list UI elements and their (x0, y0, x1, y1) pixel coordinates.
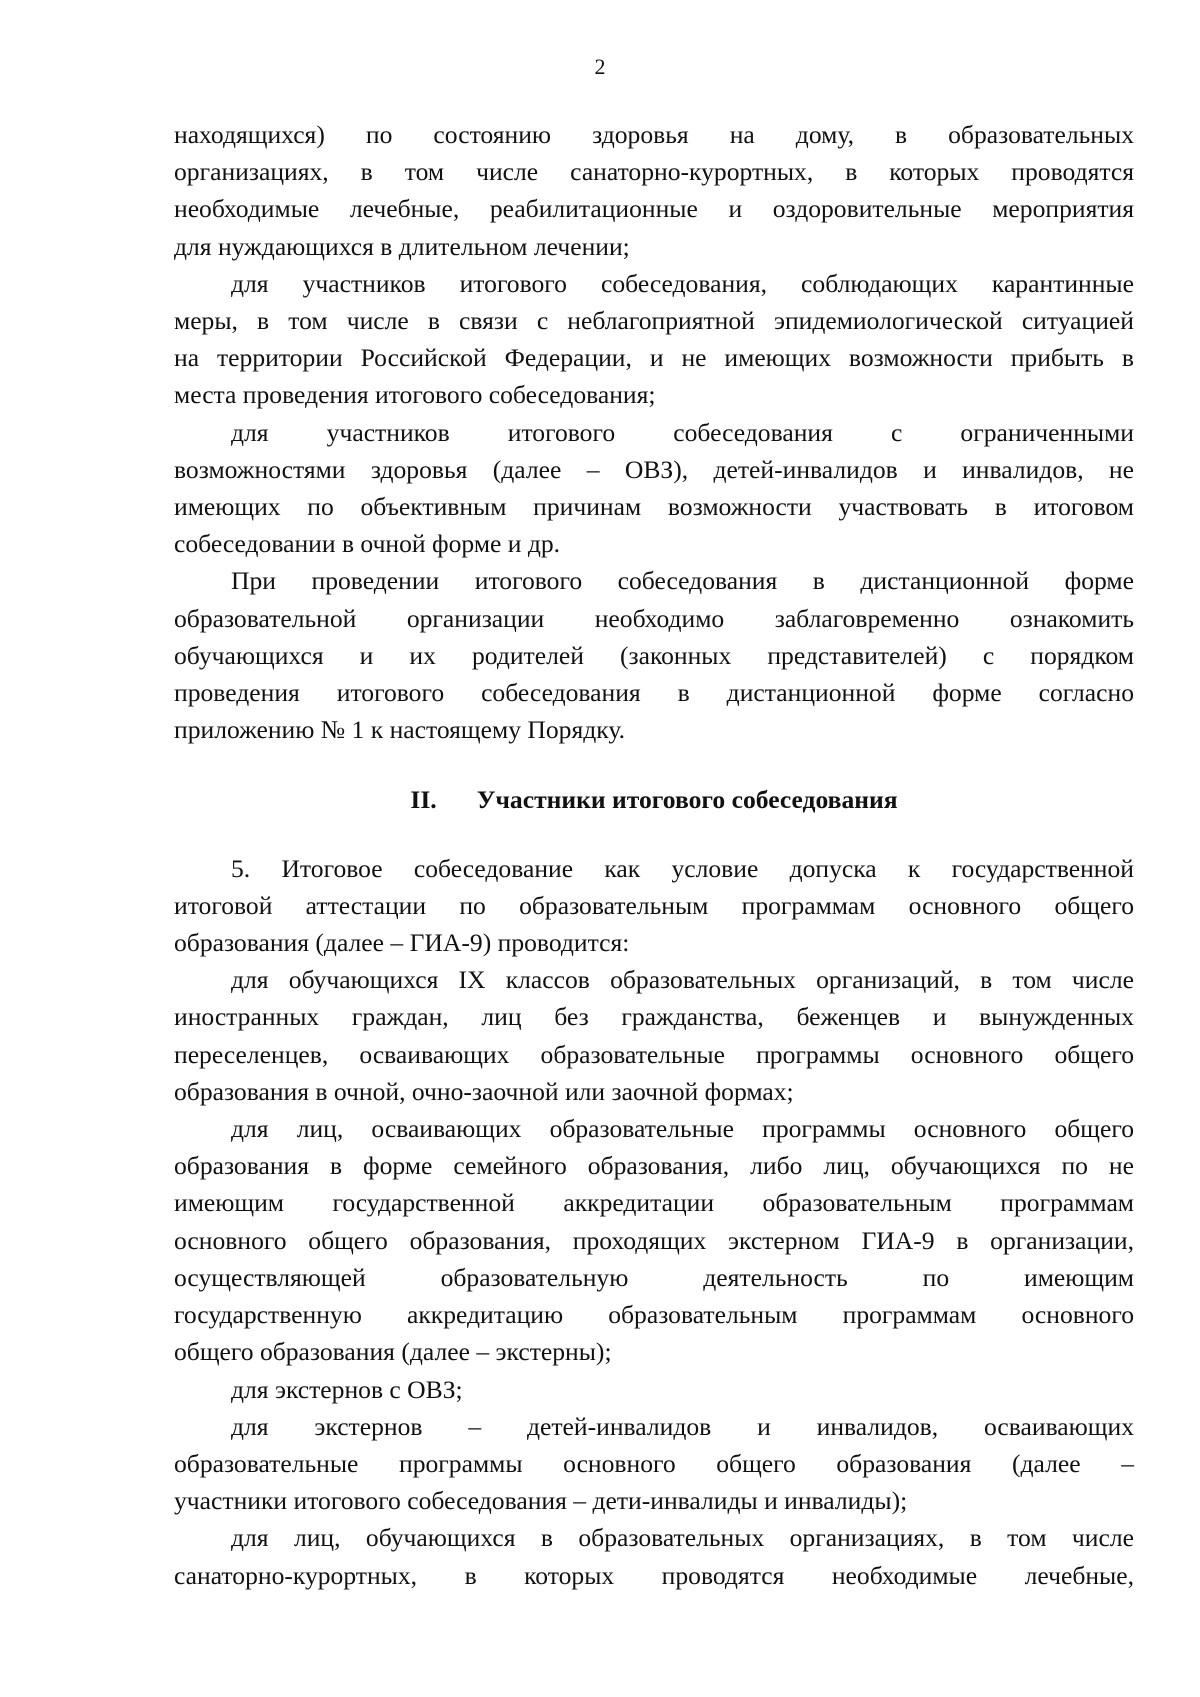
text-line: переселенцев, осваивающих образовательные программы основного общего (174, 1039, 1134, 1069)
text-line: на территории Российской Федерации, и не имеющих возможности прибыть в (174, 343, 1134, 373)
text-line: 5. Итоговое собеседование как условие допуска к государственной (231, 853, 1134, 883)
text-line: для участников итогового собеседования, соблюдающих карантинные (231, 268, 1134, 298)
text-line: места проведения итогового собеседования; (174, 380, 656, 410)
text-line: образовательной организации необходимо заблаговременно ознакомить (174, 603, 1134, 633)
section-after-heading (174, 850, 1134, 1594)
text-line: санаторно-курортных, в которых проводятся необходимые лечебные, (174, 1560, 1134, 1590)
section-heading (174, 781, 1134, 818)
text-line: для нуждающихся в длительном лечении; (174, 231, 630, 261)
paragraph (174, 961, 1134, 1110)
paragraph (174, 414, 1134, 563)
text-line: образовательные программы основного общего образования (далее – (174, 1448, 1134, 1478)
text-line: организациях, в том числе санаторно-курортных, в которых проводятся (174, 157, 1134, 187)
text-line: образования в очной, очно-заочной или заочной формах; (174, 1076, 794, 1106)
text-line: итоговой аттестации по образовательным программам основного общего (174, 890, 1134, 920)
paragraph-continuation (174, 116, 1134, 265)
text-line: участники итогового собеседования – дети-инвалиды и инвалиды); (174, 1486, 908, 1516)
text-line: для экстернов с ОВЗ; (231, 1374, 463, 1404)
paragraph (174, 265, 1134, 414)
text-line: государственную аккредитацию образовательным программам основного (174, 1300, 1134, 1330)
text-line: находящихся) по состоянию здоровья на дому, в образовательных (174, 120, 1134, 149)
paragraph (174, 1110, 1134, 1370)
text-line: имеющим государственной аккредитации образовательным программам (174, 1188, 1134, 1218)
text-line: собеседовании в очной форме и др. (174, 529, 561, 559)
text-line: необходимые лечебные, реабилитационные и оздоровительные мероприятия (174, 194, 1134, 224)
paragraph (174, 850, 1134, 962)
section-before-heading (174, 116, 1134, 748)
page-number: 2 (594, 54, 606, 79)
text-line: меры, в том числе в связи с неблагоприятной эпидемиологической ситуацией (174, 306, 1134, 336)
text-line: приложению № 1 к настоящему Порядку. (174, 715, 625, 745)
text-line: для лиц, обучающихся в образовательных организациях, в том числе (231, 1523, 1134, 1553)
text-line: имеющих по объективным причинам возможности участвовать в итоговом (174, 492, 1134, 522)
text-line: общего образования (далее – экстерны); (174, 1337, 612, 1367)
text-line: для обучающихся IX классов образовательных организаций, в том числе (231, 965, 1134, 995)
text-line: основного общего образования, проходящих экстерном ГИА-9 в организации, (174, 1225, 1134, 1255)
text-line: образования (далее – ГИА-9) проводится: (174, 928, 630, 958)
text-line: для экстернов – детей-инвалидов и инвалидов, осваивающих (231, 1411, 1134, 1441)
text-line: обучающихся и их родителей (законных представителей) с порядком (174, 640, 1134, 670)
paragraph (174, 562, 1134, 748)
text-line: для участников итогового собеседования с ограниченными (231, 417, 1134, 447)
text-line: для лиц, осваивающих образовательные программы основного общего (231, 1114, 1134, 1144)
document-body (174, 116, 1134, 1594)
text-line: При проведении итогового собеседования в дистанционной форме (231, 566, 1134, 596)
paragraph (174, 1519, 1134, 1593)
paragraph (174, 1371, 1134, 1408)
section-title: Участники итогового собеседования (476, 785, 898, 815)
text-line: образования в форме семейного образования, либо лиц, обучающихся по не (174, 1151, 1134, 1181)
text-line: возможностями здоровья (далее – ОВЗ), детей-инвалидов и инвалидов, не (174, 454, 1134, 484)
text-line: иностранных граждан, лиц без гражданства, беженцев и вынужденных (174, 1002, 1134, 1032)
text-line: осуществляющей образовательную деятельность по имеющим (174, 1262, 1134, 1292)
section-number: II. (410, 785, 437, 815)
text-line: проведения итогового собеседования в дистанционной форме согласно (174, 678, 1134, 708)
paragraph (174, 1408, 1134, 1520)
